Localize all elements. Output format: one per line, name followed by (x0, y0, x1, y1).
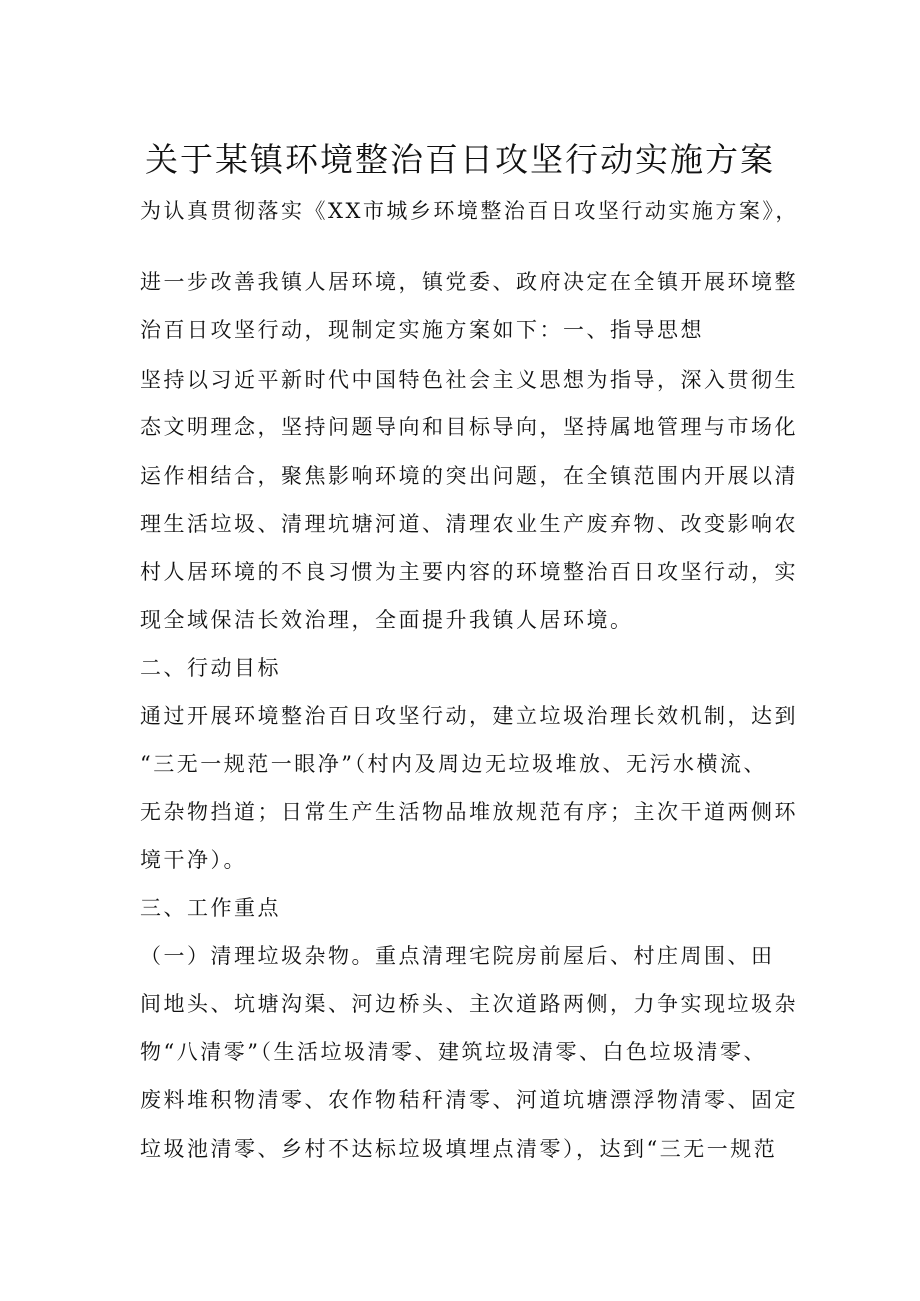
body-line: 垃圾池清零、乡村不达标垃圾填埋点清零），达到“三无一规范 (140, 1137, 778, 1161)
body-line: 间地头、坑塘沟渠、河边桥头、主次道路两侧，力争实现垃圾杂 (140, 992, 798, 1016)
body-line: 理生活垃圾、清理坑塘河道、清理农业生产废弃物、改变影响农 (140, 512, 798, 536)
body-line: 通过开展环境整治百日攻坚行动，建立垃圾治理长效机制，达到 (140, 704, 798, 728)
body-line: 无杂物挡道；日常生产生活物品堆放规范有序；主次干道两侧环 (140, 800, 798, 824)
body-line: 现全域保洁长效治理，全面提升我镇人居环境。 (140, 608, 634, 632)
section-heading: 三、工作重点 (140, 896, 281, 920)
body-line: 治百日攻坚行动，现制定实施方案如下：一、指导思想 (140, 318, 704, 342)
body-line: （一）清理垃圾杂物。重点清理宅院房前屋后、村庄周围、田 (140, 944, 775, 968)
body-line: 进一步改善我镇人居环境，镇党委、政府决定在全镇开展环境整 (140, 270, 798, 294)
body-line: 村人居环境的不良习惯为主要内容的环境整治百日攻坚行动，实 (140, 560, 798, 584)
body-line: 物“八清零”（生活垃圾清零、建筑垃圾清零、白色垃圾清零、 (140, 1040, 767, 1064)
section-heading: 二、行动目标 (140, 656, 281, 680)
body-line: 坚持以习近平新时代中国特色社会主义思想为指导，深入贯彻生 (140, 368, 798, 392)
body-line: 运作相结合，聚焦影响环境的突出问题，在全镇范围内开展以清 (140, 464, 798, 488)
body-line: 态文明理念，坚持问题导向和目标导向，坚持属地管理与市场化 (140, 415, 798, 439)
document-title: 关于某镇环境整治百日攻坚行动实施方案 (145, 140, 775, 179)
body-line: 废料堆积物清零、农作物秸秆清零、河道坑塘漂浮物清零、固定 (140, 1088, 798, 1112)
body-line: 境干净）。 (140, 848, 247, 872)
body-line: “三无一规范一眼净”（村内及周边无垃圾堆放、无污水横流、 (140, 752, 767, 776)
body-line: 为认真贯彻落实《XX市城乡环境整治百日攻坚行动实施方案》， (140, 199, 799, 223)
